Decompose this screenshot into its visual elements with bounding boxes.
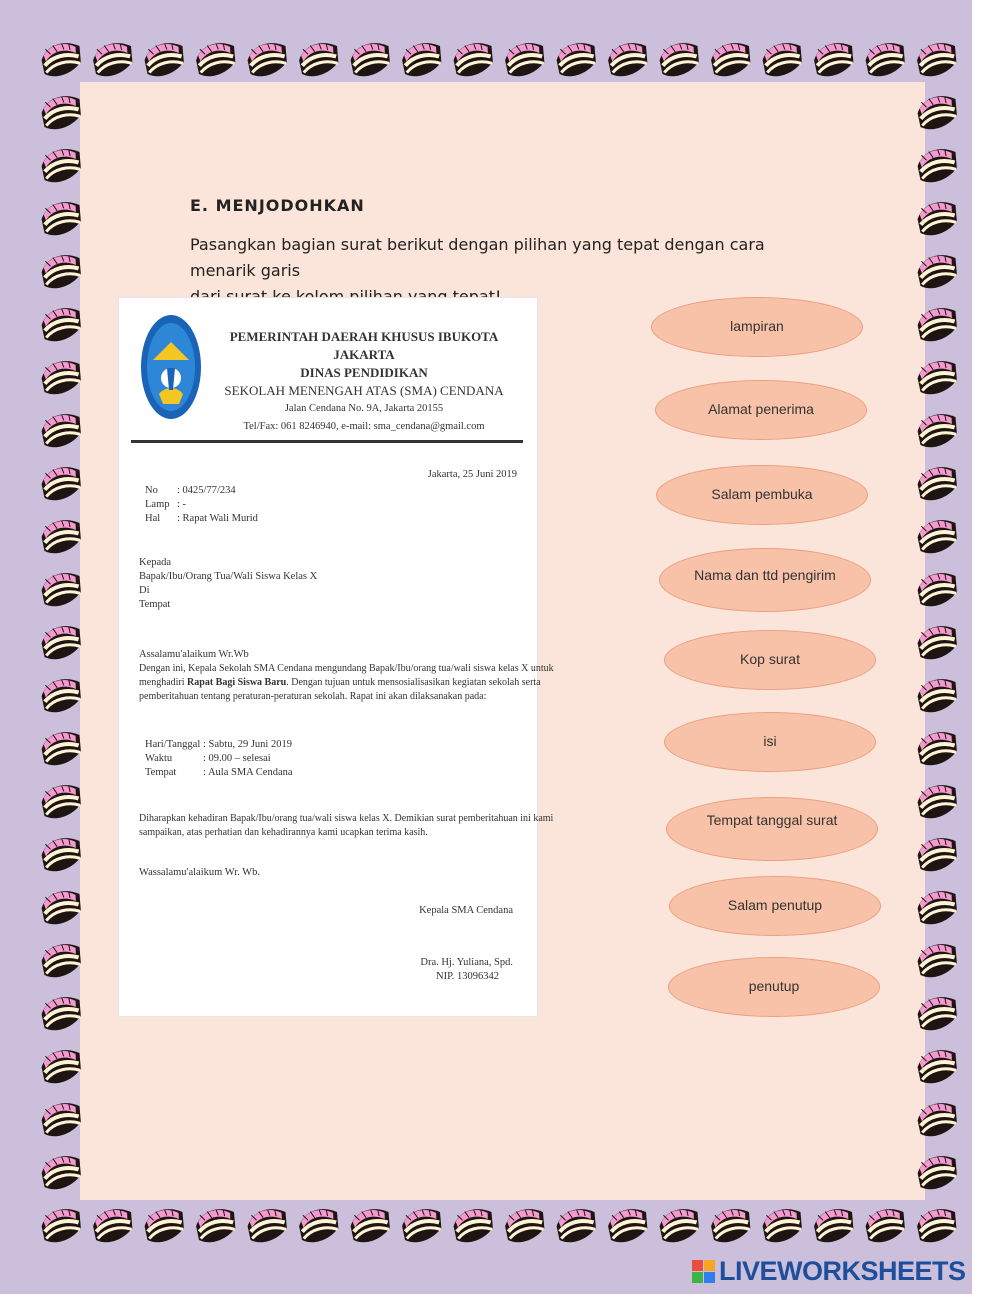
cake-icon xyxy=(39,40,85,79)
recipient-line-4: Tempat xyxy=(139,599,171,610)
cake-icon xyxy=(39,835,85,874)
cake-icon xyxy=(91,1206,137,1245)
cake-icon xyxy=(39,93,85,132)
cake-icon xyxy=(245,40,291,79)
detail-day-label: Hari/Tanggal xyxy=(145,739,201,750)
recipient-line-3: Di xyxy=(139,585,150,596)
cake-icon xyxy=(39,252,85,291)
letter-farewell: Wassalamu'alaikum Wr. Wb. xyxy=(139,867,260,878)
recipient-line-1: Kepada xyxy=(139,557,172,568)
detail-place-label: Tempat xyxy=(145,767,177,778)
brand-name: LIVEWORKSHEETS xyxy=(719,1256,966,1286)
cake-icon xyxy=(915,1153,961,1192)
cake-icon xyxy=(39,305,85,344)
cake-icon xyxy=(915,305,961,344)
option-salam-penutup[interactable]: Salam penutup xyxy=(669,876,881,936)
letterhead-line-4: Jalan Cendana No. 9A, Jakarta 20155 xyxy=(284,403,444,414)
letterhead-line-5: Tel/Fax: 061 8246940, e-mail: sma_cendana@gmail.com xyxy=(243,421,485,432)
letter-document xyxy=(118,297,554,1017)
cake-icon xyxy=(915,358,961,397)
body-line-2 xyxy=(139,676,554,690)
tut-wuri-handayani-logo xyxy=(139,312,203,422)
cake-icon xyxy=(915,411,961,450)
cake-icon xyxy=(915,1100,961,1139)
cake-icon xyxy=(554,1206,600,1245)
letterhead-line-2: DINAS PENDIDIKAN xyxy=(300,365,428,380)
cake-icon xyxy=(91,40,137,79)
option-lampiran[interactable]: lampiran xyxy=(651,297,863,357)
cake-icon xyxy=(915,40,961,79)
cake-icon xyxy=(915,93,961,132)
cake-icon xyxy=(503,1206,549,1245)
cake-icon xyxy=(915,835,961,874)
meta-no-label: No xyxy=(145,485,158,496)
letter-recipient xyxy=(139,556,317,612)
cake-icon xyxy=(554,40,600,79)
cake-icon xyxy=(915,146,961,185)
cake-icon xyxy=(657,40,703,79)
signature-title: Kepala SMA Cendana xyxy=(419,905,513,916)
option-nama-dan-ttd-pengirim[interactable]: Nama dan ttd pengirim xyxy=(659,548,871,612)
detail-day-value: : Sabtu, 29 Juni 2019 xyxy=(203,739,292,750)
cake-icon xyxy=(39,1047,85,1086)
cake-icon xyxy=(863,40,909,79)
letter-date: Jakarta, 25 Juni 2019 xyxy=(427,469,517,480)
cake-icon xyxy=(812,40,858,79)
recipient-line-2: Bapak/Ibu/Orang Tua/Wali Siswa Kelas X xyxy=(139,571,318,582)
letter-details xyxy=(145,738,293,780)
cake-icon xyxy=(39,994,85,1033)
cake-icon xyxy=(503,40,549,79)
letter-greeting: Assalamu'alaikum Wr.Wb xyxy=(139,649,249,660)
cake-icon xyxy=(915,517,961,556)
cake-icon xyxy=(297,1206,343,1245)
cake-icon xyxy=(39,623,85,662)
cake-icon xyxy=(606,1206,652,1245)
body-line-2-post: . Dengan tujuan untuk mensosialisasikan kegiatan sekolah serta xyxy=(286,677,541,688)
cake-icon xyxy=(400,1206,446,1245)
cake-icon xyxy=(915,994,961,1033)
cake-icon xyxy=(657,1206,703,1245)
letter-body xyxy=(139,648,554,704)
cake-icon xyxy=(760,40,806,79)
section-title: E. MENJODOHKAN xyxy=(190,196,365,215)
letterhead xyxy=(209,328,519,436)
cake-icon xyxy=(39,1206,85,1245)
cake-icon xyxy=(39,888,85,927)
cake-icon xyxy=(348,40,394,79)
cake-icon xyxy=(142,1206,188,1245)
cake-icon xyxy=(915,782,961,821)
signature-block xyxy=(420,956,513,984)
meta-lamp-label: Lamp xyxy=(145,499,170,510)
cake-icon xyxy=(709,1206,755,1245)
meta-no-value: : 0425/77/234 xyxy=(177,485,236,496)
cake-icon xyxy=(760,1206,806,1245)
option-alamat-penerima[interactable]: Alamat penerima xyxy=(655,380,867,440)
meta-lamp-value: : - xyxy=(177,499,187,510)
signature-name: Dra. Hj. Yuliana, Spd. xyxy=(420,957,513,968)
cake-icon xyxy=(39,199,85,238)
cake-icon xyxy=(39,1153,85,1192)
meta-hal-label: Hal xyxy=(145,513,161,524)
option-isi[interactable]: isi xyxy=(664,712,876,772)
cake-icon xyxy=(709,40,755,79)
letter-meta xyxy=(145,484,258,526)
cake-icon xyxy=(915,888,961,927)
closing-line-2: sampaikan, atas perhatian dan kehadirannya kami ucapkan terima kasih. xyxy=(139,827,428,838)
cake-icon xyxy=(39,729,85,768)
cake-icon xyxy=(915,1206,961,1245)
cake-icon xyxy=(142,40,188,79)
signature-nip: NIP. 13096342 xyxy=(435,971,499,982)
body-line-3: pemberitahuan tentang peraturan-peraturan sekolah. Rapat ini akan dilaksanakan pada: xyxy=(139,691,487,702)
cake-icon xyxy=(39,411,85,450)
cake-icon xyxy=(39,517,85,556)
cake-icon xyxy=(39,676,85,715)
cake-icon xyxy=(245,1206,291,1245)
cake-icon xyxy=(451,1206,497,1245)
cake-icon xyxy=(39,941,85,980)
cake-icon xyxy=(915,570,961,609)
option-tempat-tanggal-surat[interactable]: Tempat tanggal surat xyxy=(666,797,878,861)
cake-icon xyxy=(39,464,85,503)
cake-icon xyxy=(39,570,85,609)
option-penutup[interactable]: penutup xyxy=(668,957,880,1017)
option-salam-pembuka[interactable]: Salam pembuka xyxy=(656,465,868,525)
cake-icon xyxy=(915,199,961,238)
letter-closing xyxy=(139,812,553,840)
cake-icon xyxy=(863,1206,909,1245)
detail-time-label: Waktu xyxy=(145,753,173,764)
cake-icon xyxy=(348,1206,394,1245)
liveworksheets-brand xyxy=(692,1256,966,1287)
cake-icon xyxy=(915,623,961,662)
body-line-1: Dengan ini, Kepala Sekolah SMA Cendana mengundang Bapak/Ibu/orang tua/wali siswa kelas X untuk xyxy=(139,663,554,674)
option-kop-surat[interactable]: Kop surat xyxy=(664,630,876,690)
cake-icon xyxy=(915,1047,961,1086)
cake-icon xyxy=(451,40,497,79)
cake-icon xyxy=(606,40,652,79)
meta-hal-value: : Rapat Wali Murid xyxy=(177,513,258,524)
cake-icon xyxy=(39,1100,85,1139)
body-line-2-pre: menghadiri xyxy=(139,677,188,688)
cake-icon xyxy=(39,358,85,397)
cake-icon xyxy=(812,1206,858,1245)
cake-icon xyxy=(194,40,240,79)
cake-icon xyxy=(915,464,961,503)
instruction-line-1: Pasangkan bagian surat berikut dengan pilihan yang tepat dengan cara menarik garis xyxy=(190,235,765,280)
cake-icon xyxy=(39,782,85,821)
cake-icon xyxy=(915,676,961,715)
cake-icon xyxy=(400,40,446,79)
liveworksheets-logo-icon xyxy=(692,1260,715,1283)
cake-icon xyxy=(915,252,961,291)
cake-icon xyxy=(194,1206,240,1245)
letterhead-line-1: PEMERINTAH DAERAH KHUSUS IBUKOTA JAKARTA xyxy=(229,329,499,362)
detail-time-value: : 09.00 – selesai xyxy=(203,753,271,764)
cake-icon xyxy=(915,729,961,768)
cake-icon xyxy=(915,941,961,980)
letterhead-rule xyxy=(131,440,523,443)
body-line-2-bold: Rapat Bagi Siswa Baru xyxy=(187,677,287,688)
cake-icon xyxy=(39,146,85,185)
detail-place-value: : Aula SMA Cendana xyxy=(203,767,293,778)
closing-line-1: Diharapkan kehadiran Bapak/Ibu/orang tua/wali siswa kelas X. Demikian surat pemberitahuan ini kami xyxy=(139,813,554,824)
letterhead-line-3: SEKOLAH MENENGAH ATAS (SMA) CENDANA xyxy=(224,383,504,398)
cake-icon xyxy=(297,40,343,79)
